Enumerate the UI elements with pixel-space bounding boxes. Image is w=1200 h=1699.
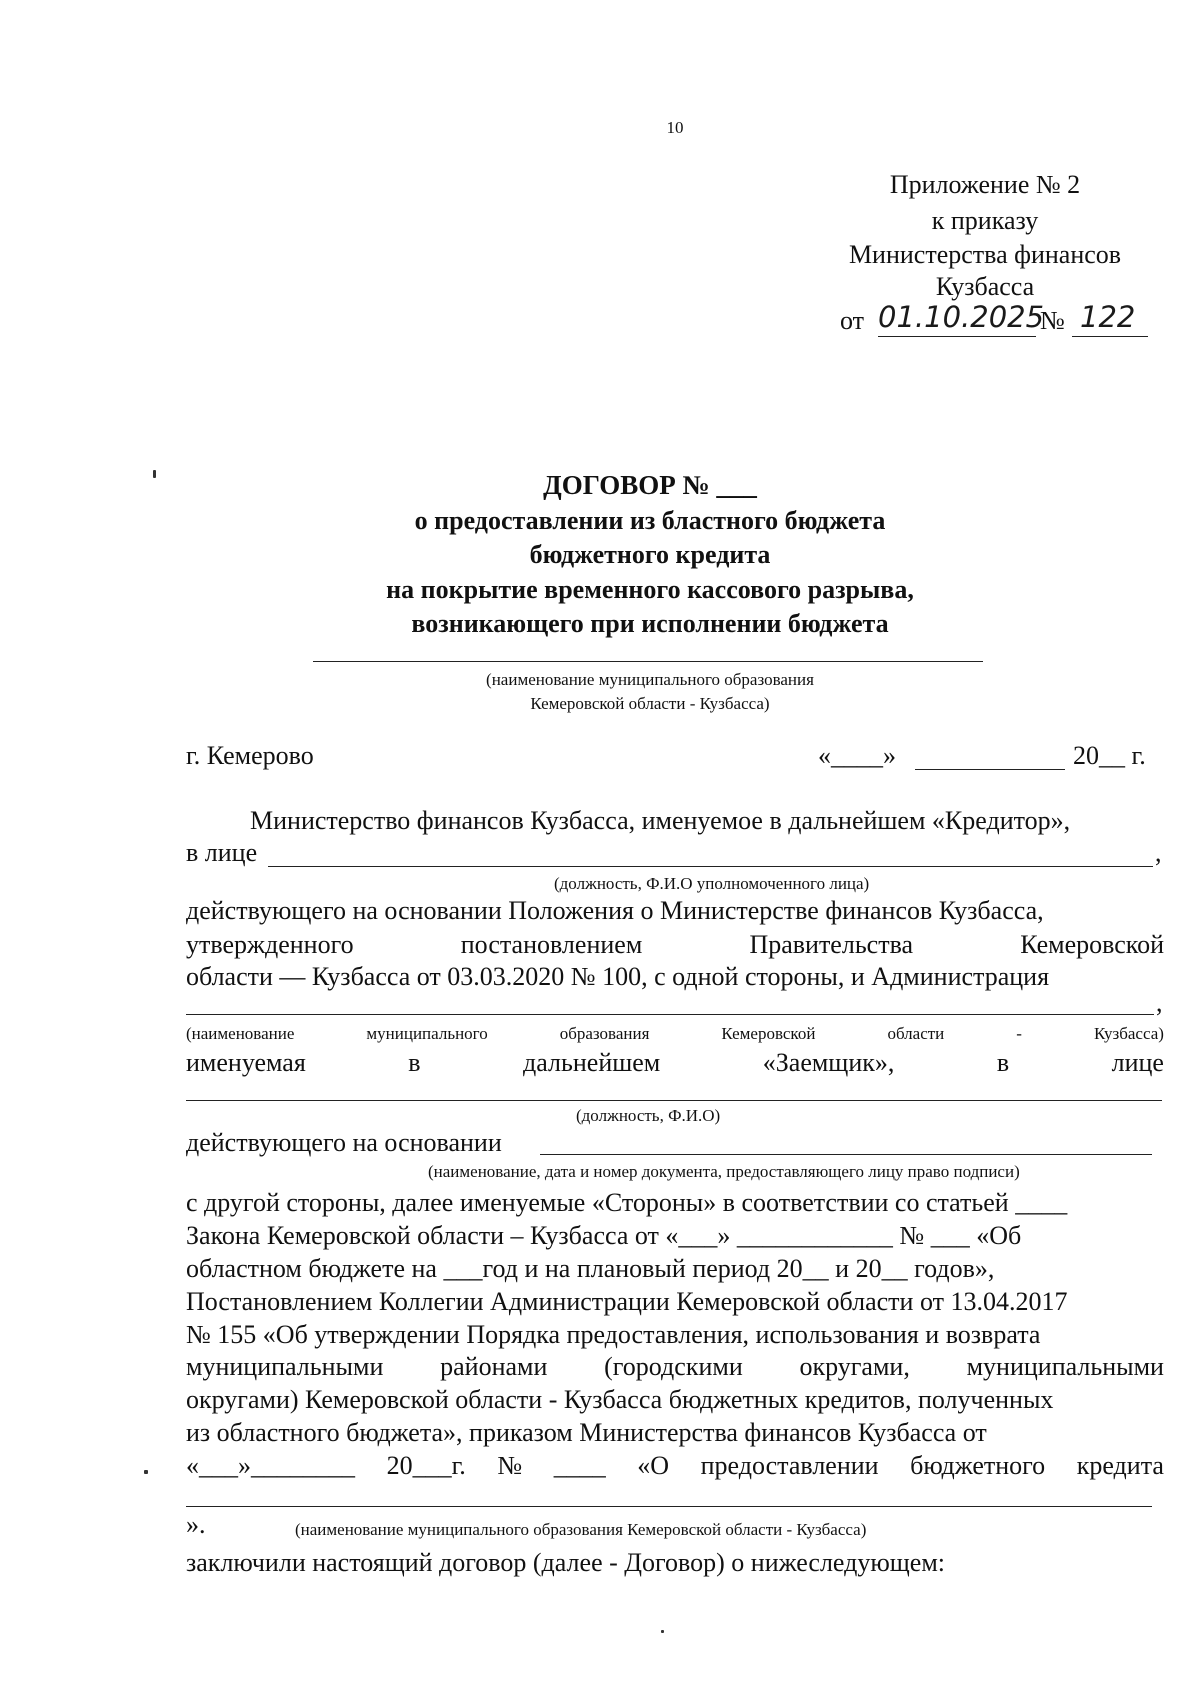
p6-conclusion: заключили настоящий договор (далее - Договор) о нижеследующем: [186, 1548, 946, 1577]
caption-document: (наименование, дата и номер документа, предоставляющего лицу право подписи) [428, 1162, 1020, 1181]
paragraph-creditor: Министерство финансов Кузбасса, именуемое в дальнейшем «Кредитор», [250, 806, 1071, 835]
scan-speck [144, 1470, 148, 1474]
administration-name-line [186, 1014, 1154, 1015]
title-line-5: возникающего при исполнении бюджета [411, 609, 889, 638]
p2-line-1: действующего на основании Положения о Министерстве финансов Кузбасса, [186, 896, 1044, 925]
appendix-line-1: Приложение № 2 [889, 170, 1081, 199]
in-person-prefix: в лице [186, 838, 258, 867]
caption-fio: (должность, Ф.И.О) [576, 1106, 721, 1125]
p5-line-9: «___»________ 20___г. № ____ «О предоставлении бюджетного кредита [186, 1451, 1164, 1480]
appendix-from-line [840, 306, 864, 336]
appendix-from-prefix: от [840, 306, 865, 335]
date-day: «____» [818, 741, 896, 770]
p5-line-4: Постановлением Коллегии Администрации Кемеровской области от 13.04.2017 [186, 1287, 1068, 1316]
borrower-representative-line [186, 1100, 1162, 1101]
p5-line-6: муниципальными районами (городскими округами, муниципальными [186, 1352, 1164, 1381]
p5-line-2: Закона Кемеровской области – Кузбасса от «___» ____________ № ___ «Об [186, 1221, 1022, 1250]
municipality-name-line [313, 661, 983, 662]
credit-recipient-line [186, 1506, 1152, 1507]
p5-line-1: с другой стороны, далее именуемые «Стороны» в соответствии со статьей ____ [186, 1188, 1068, 1217]
title-line-3: бюджетного кредита [529, 540, 771, 569]
number-underline [1072, 336, 1148, 337]
page-number: 10 [666, 118, 684, 137]
appendix-line-3: Министерства финансов [848, 240, 1122, 269]
p2-line-3: области — Кузбасса от 03.03.2020 № 100, с одной стороны, и Администрация [186, 962, 1050, 991]
creditor-representative-line [268, 866, 1153, 867]
appendix-line-2: к приказу [931, 206, 1039, 235]
p5-line-3: областном бюджете на ___год и на плановый период 20__ и 20__ годов», [186, 1254, 995, 1283]
date-underline [878, 336, 1036, 337]
comma-2: , [1156, 988, 1163, 1017]
date-year: 20__ г. [1073, 741, 1146, 770]
appendix-line-4: Кузбасса [935, 272, 1035, 301]
date-month-line [915, 769, 1065, 770]
title-line-2: о предоставлении из бластного бюджета [414, 506, 886, 535]
p5-line-5: № 155 «Об утверждении Порядка предоставления, использования и возврата [186, 1320, 1041, 1349]
caption-municipality-full: (наименование муниципального образования Кемеровской области - Кузбасса) [295, 1520, 867, 1539]
basis-document-line [540, 1154, 1152, 1155]
place-of-signing: г. Кемерово [186, 741, 314, 770]
handwritten-date: 01.10.2025 [878, 300, 1045, 334]
scan-speck [661, 1630, 664, 1633]
municipality-caption-2: Кемеровской области - Кузбасса) [530, 694, 770, 713]
p4-basis: действующего на основании [186, 1128, 502, 1157]
handwritten-number: 122 [1080, 300, 1136, 334]
closing-quote: ». [186, 1510, 206, 1539]
p5-line-7: округами) Кемеровской области - Кузбасса бюджетных кредитов, полученных [186, 1385, 1054, 1414]
comma-1: , [1155, 838, 1162, 867]
caption-municipality: (наименование муниципального образования Кемеровской области - Кузбасса) [186, 1024, 1164, 1043]
p5-line-8: из областного бюджета», приказом Министерства финансов Кузбасса от [186, 1418, 987, 1447]
p2-line-2: утвержденного постановлением Правительства Кемеровской [186, 930, 1164, 959]
p3-borrower-line: именуемая в дальнейшем «Заемщик», в лице [186, 1048, 1164, 1077]
caption-position: (должность, Ф.И.О уполномоченного лица) [554, 874, 870, 893]
title-line-4: на покрытие временного кассового разрыва, [386, 575, 914, 604]
appendix-number-prefix: № [1040, 306, 1065, 335]
title-line-1: ДОГОВОР № ___ [543, 470, 757, 500]
municipality-caption-1: (наименование муниципального образования [486, 670, 814, 689]
